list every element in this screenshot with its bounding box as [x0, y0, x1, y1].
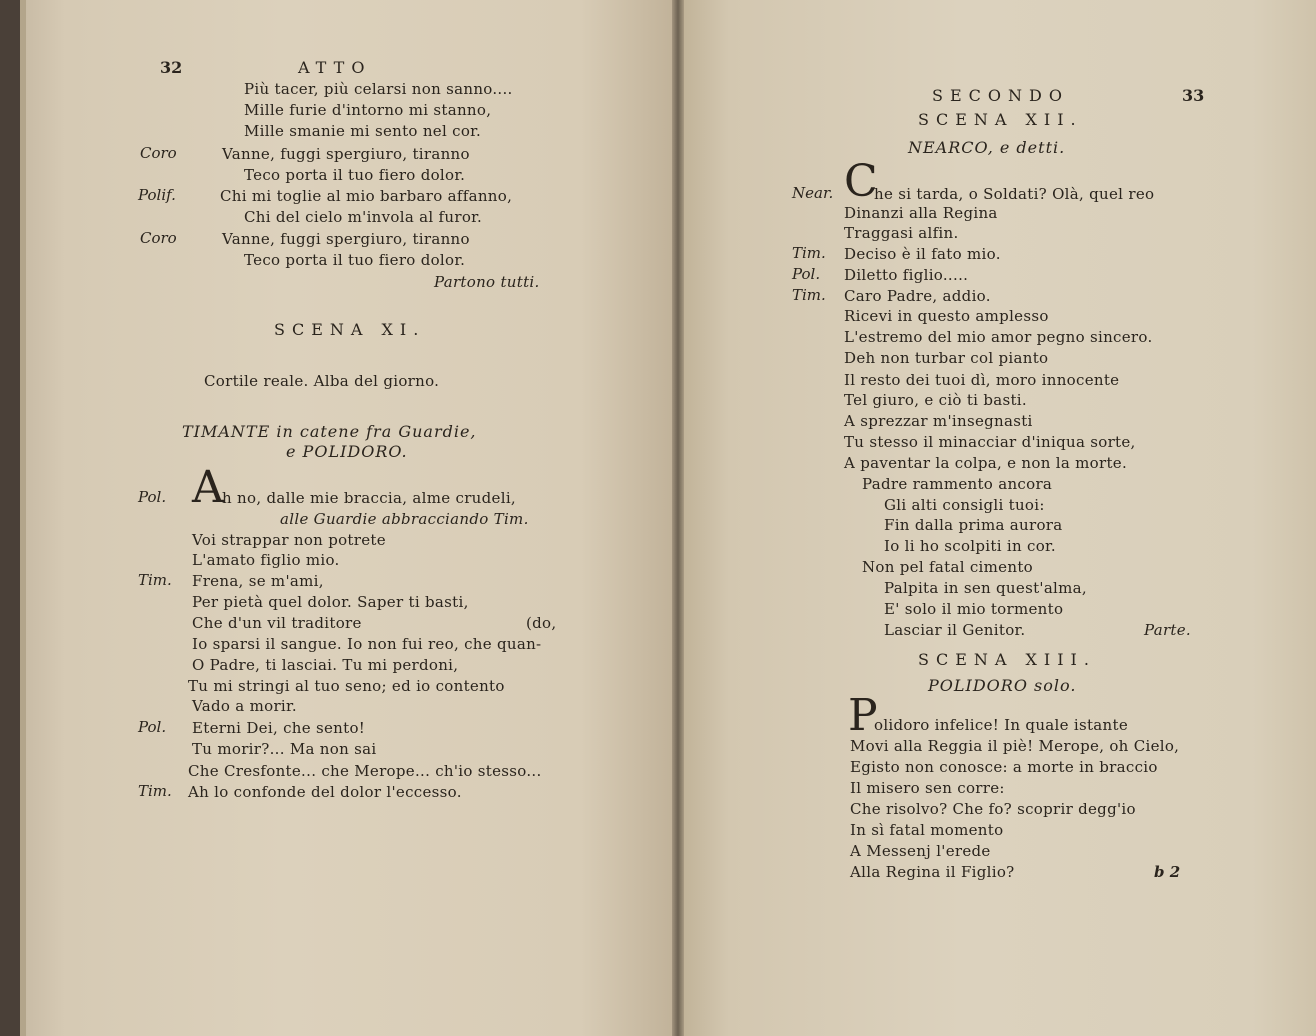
aria-line: Padre rammento ancora: [862, 475, 1053, 493]
scene-title: SCENA XII.: [918, 110, 1083, 129]
verse-overflow: (do,: [526, 614, 557, 632]
verse-line: Tu stesso il minacciar d'iniqua sorte,: [844, 433, 1136, 451]
verse-line: Mille furie d'intorno mi stanno,: [244, 101, 492, 119]
verse-line: Vanne, fuggi spergiuro, tiranno: [222, 145, 470, 163]
verse-line: Che Cresfonte... che Merope... ch'io stesso...: [188, 762, 542, 780]
verse-line: Ah lo confonde del dolor l'eccesso.: [188, 783, 462, 801]
verse-line: olidoro infelice! In quale istante: [874, 716, 1129, 734]
verse-line: Caro Padre, addio.: [844, 287, 991, 305]
verse-line: A sprezzar m'insegnasti: [844, 412, 1033, 430]
verse-line: Deh non turbar col pianto: [844, 349, 1049, 367]
aria-line: Fin dalla prima aurora: [884, 516, 1063, 534]
verse-line: Che d'un vil traditore: [192, 614, 362, 632]
left-page: [20, 0, 678, 1036]
speaker-label: Coro: [140, 144, 177, 162]
verse-line: Chi mi toglie al mio barbaro affanno,: [220, 187, 513, 205]
scene-characters: e POLIDORO.: [286, 442, 408, 461]
speaker-label: Tim.: [792, 244, 826, 262]
verse-line: Io sparsi il sangue. Io non fui reo, che quan-: [192, 635, 542, 653]
page-number: 33: [1182, 86, 1205, 105]
stage-direction: alle Guardie abbracciando Tim.: [280, 510, 529, 528]
verse-line: In sì fatal momento: [850, 821, 1004, 839]
verse-line: Mille smanie mi sento nel cor.: [244, 122, 482, 140]
verse-line: O Padre, ti lasciai. Tu mi perdoni,: [192, 656, 459, 674]
verse-line: Vado a morir.: [192, 697, 297, 715]
verse-line: A paventar la colpa, e non la morte.: [844, 454, 1128, 472]
drop-cap: A: [192, 462, 224, 513]
verse-line: Alla Regina il Figlio?: [850, 863, 1015, 881]
verse-line: Tu morir?... Ma non sai: [192, 740, 377, 758]
scene-title: SCENA XI.: [274, 320, 426, 339]
speaker-label: Pol.: [792, 265, 821, 283]
verse-line: Il resto dei tuoi dì, moro innocente: [844, 371, 1120, 389]
verse-line: Traggasi alfin.: [844, 224, 959, 242]
book-spine: [672, 0, 684, 1036]
speaker-label: Polif.: [138, 186, 176, 204]
scene-title: SCENA XIII.: [918, 650, 1096, 669]
scene-characters: POLIDORO solo.: [928, 676, 1077, 695]
aria-line: Lasciar il Genitor.: [884, 621, 1026, 639]
stage-direction: Partono tutti.: [434, 273, 540, 291]
aria-line: Io li ho scolpiti in cor.: [884, 537, 1056, 555]
verse-line: Eterni Dei, che sento!: [192, 719, 366, 737]
verse-line: Diletto figlio.....: [844, 266, 969, 284]
verse-line: Tel giuro, e ciò ti basti.: [844, 391, 1027, 409]
speaker-label: Pol.: [138, 488, 167, 506]
verse-line: h no, dalle mie braccia, alme crudeli,: [222, 489, 516, 507]
verse-line: Chi del cielo m'invola al furor.: [244, 208, 483, 226]
verse-line: Movi alla Reggia il piè! Merope, oh Cielo,: [850, 737, 1180, 755]
verse-line: Tu mi stringi al tuo seno; ed io contento: [188, 677, 505, 695]
verse-line: Frena, se m'ami,: [192, 572, 324, 590]
speaker-label: Tim.: [138, 571, 172, 589]
verse-line: Teco porta il tuo fiero dolor.: [244, 251, 466, 269]
running-head: ATTO: [298, 58, 372, 77]
speaker-label: Tim.: [138, 782, 172, 800]
page-number: 32: [160, 58, 183, 77]
verse-line: Dinanzi alla Regina: [844, 204, 998, 222]
verse-line: Egisto non conosce: a morte in braccio: [850, 758, 1158, 776]
verse-line: Che risolvo? Che fo? scoprir degg'io: [850, 800, 1136, 818]
speaker-label: Tim.: [792, 286, 826, 304]
scene-characters: NEARCO, e detti.: [908, 138, 1066, 157]
scene-characters: TIMANTE in catene fra Guardie,: [182, 422, 477, 441]
speaker-label: Coro: [140, 229, 177, 247]
verse-line: Il misero sen corre:: [850, 779, 1005, 797]
signature-mark: b 2: [1154, 863, 1181, 881]
verse-line: Ricevi in questo amplesso: [844, 307, 1049, 325]
aria-line: E' solo il mio tormento: [884, 600, 1064, 618]
aria-line: Palpita in sen quest'alma,: [884, 579, 1087, 597]
verse-line: Per pietà quel dolor. Saper ti basti,: [192, 593, 469, 611]
stage-direction: Parte.: [1144, 621, 1192, 639]
speaker-label: Near.: [792, 184, 834, 202]
scene-setting: Cortile reale. Alba del giorno.: [204, 372, 440, 390]
verse-line: A Messenj l'erede: [850, 842, 991, 860]
drop-cap: C: [844, 156, 878, 207]
verse-line: Voi strappar non potrete: [192, 531, 386, 549]
verse-line: Teco porta il tuo fiero dolor.: [244, 166, 466, 184]
aria-line: Non pel fatal cimento: [862, 558, 1033, 576]
aria-line: Gli alti consigli tuoi:: [884, 496, 1045, 514]
speaker-label: Pol.: [138, 718, 167, 736]
running-head: SECONDO: [932, 86, 1069, 105]
verse-line: L'estremo del mio amor pegno sincero.: [844, 328, 1153, 346]
verse-line: he si tarda, o Soldati? Olà, quel reo: [874, 185, 1155, 203]
verse-line: Deciso è il fato mio.: [844, 245, 1001, 263]
verse-line: Vanne, fuggi spergiuro, tiranno: [222, 230, 470, 248]
verse-line: L'amato figlio mio.: [192, 551, 340, 569]
verse-line: Più tacer, più celarsi non sanno....: [244, 80, 513, 98]
drop-cap: P: [848, 690, 878, 741]
right-page: [678, 0, 1316, 1036]
